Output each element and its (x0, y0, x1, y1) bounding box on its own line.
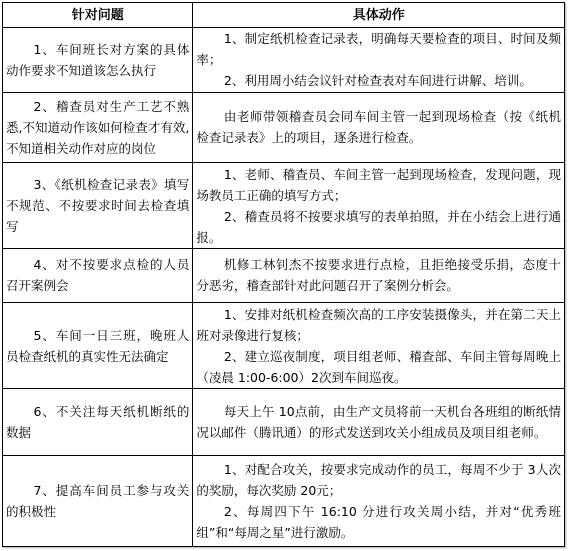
table-row (3, 92, 565, 163)
problem-text: 1、车间班长对方案的具体动作要求不知道该怎么执行 (6, 41, 190, 78)
table-row (3, 28, 565, 93)
problem-cell (3, 456, 193, 547)
action-text: 1、对配合攻关，按要求完成动作的员工，每周不少于 3人次的奖励，每次奖励 20元； (196, 462, 561, 499)
action-cell (193, 163, 565, 249)
table-row (3, 389, 565, 456)
problem-action-table-container (2, 2, 565, 547)
action-cell (193, 92, 565, 163)
action-cell (193, 389, 565, 456)
action-text: 2、利用周小结会议针对检查表对车间进行讲解、培训。 (223, 73, 532, 89)
table-row (3, 249, 565, 303)
problem-text: 3、《纸机检查记录表》填写不规范、不按要求时间去检查填写 (6, 177, 190, 235)
problem-text: 7、提高车间员工参与攻关的积极性 (6, 483, 190, 520)
action-cell (193, 302, 565, 389)
table-row (3, 163, 565, 249)
action-text: 1、安排对纸机检查频次高的工序安装摄像头，并在第二天上班对录像进行复核； (196, 306, 561, 343)
action-text: 由老师带领稽查员会同车间主管一起到现场检查（按《纸机检查记录表》上的项目，逐条进行检查。 (196, 109, 561, 146)
action-cell (193, 456, 565, 547)
problem-cell (3, 389, 193, 456)
table-row (3, 302, 565, 389)
problem-cell (3, 302, 193, 389)
table-header-row (3, 3, 565, 28)
problem-text: 4、对不按要求点检的人员召开案例会 (6, 257, 190, 294)
action-text: 1、老师、稽查员、车间主管一起到现场检查，发现问题，现场教员工正确的填写方式； (196, 166, 561, 203)
problem-cell (3, 249, 193, 303)
table-row (3, 456, 565, 547)
action-text: 机修工林钊杰不按要求进行点检，且拒绝接受乐捐，态度十分恶劣，稽查部针对此问题召开了案例分析会。 (196, 257, 561, 294)
header-problem: 针对问题 (3, 3, 193, 28)
problem-cell (3, 28, 193, 93)
problem-action-table (2, 2, 565, 547)
action-text: 2、稽查员将不按要求填写的表单拍照，并在小结会上进行通报。 (196, 208, 561, 245)
header-action: 具体动作 (193, 3, 565, 28)
action-text: 1、制定纸机检查记录表，明确每天要检查的项目、时间及频率； (196, 31, 561, 68)
problem-cell (3, 163, 193, 249)
action-text: 每天上午 10点前，由生产文员将前一天机台各班组的断纸情况以邮件（腾讯通）的形式发送到攻关小组成员及项目组老师。 (196, 404, 561, 441)
action-cell (193, 249, 565, 303)
problem-text: 5、车间一日三班，晚班人员检查纸机的真实性无法确定 (6, 327, 190, 364)
action-text: 2、每周四下午 16:10 分进行攻关周小结，并对“优秀班组”和“每周之星”进行激励。 (196, 504, 561, 541)
problem-cell (3, 92, 193, 163)
problem-text: 6、不关注每天纸机断纸的数据 (6, 404, 190, 441)
problem-text: 2、稽查员对生产工艺不熟悉,不知道动作该如何检查才有效,不知道相关动作对应的岗位 (6, 98, 190, 156)
action-text: 2、建立巡夜制度，项目组老师、稽查部、车间主管每周晚上（凌晨 1:00-6:00）2次到车间巡夜。 (196, 348, 561, 385)
action-cell (193, 28, 565, 93)
